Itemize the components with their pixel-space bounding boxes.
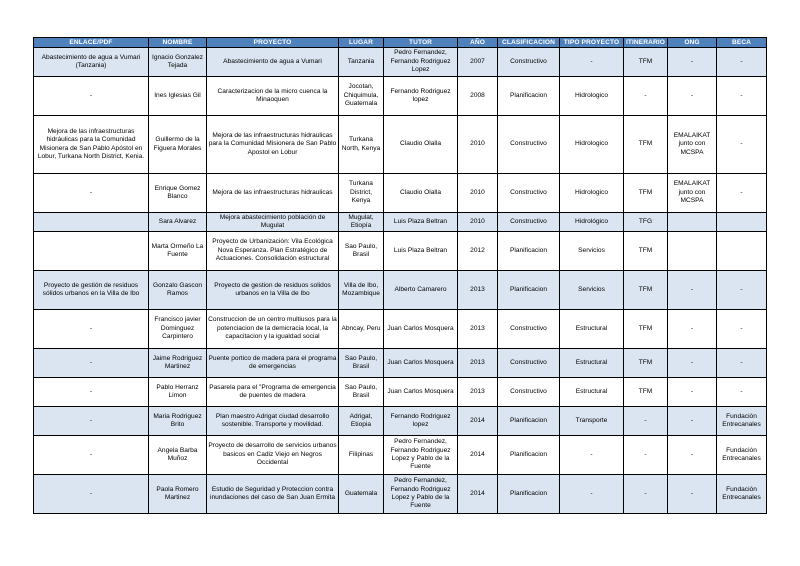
cell-clasificacion: Constructivo [498, 213, 560, 232]
cell-enlace[interactable]: Proyecto de gestión de residuos sólidos urbanos en la Villa de Ibo [34, 271, 149, 310]
cell-itinerario: TFM [624, 310, 668, 349]
cell-nombre: Jaime Rodriguez Martinez [149, 349, 207, 378]
cell-ong: EMALAIKAT junto con MCSPA [668, 116, 717, 174]
cell-ong: - [668, 349, 717, 378]
cell-tipo-proyecto: Hidrologico [560, 116, 624, 174]
table-row [34, 407, 767, 436]
cell-ano: 2012 [458, 232, 498, 271]
cell-enlace: - [34, 378, 149, 407]
cell-clasificacion: Constructivo [498, 116, 560, 174]
cell-ong: - [668, 271, 717, 310]
cell-lugar: Sao Paulo, Brasil [339, 349, 384, 378]
table-row [34, 174, 767, 213]
cell-enlace: - [34, 310, 149, 349]
header-enlace[interactable]: ENLACE/PDF [34, 38, 149, 48]
cell-ano: 2013 [458, 271, 498, 310]
cell-clasificacion: Planificacion [498, 232, 560, 271]
cell-tipo-proyecto: Transporte [560, 407, 624, 436]
cell-lugar: Turkana North, Kenya [339, 116, 384, 174]
cell-ano: 2008 [458, 77, 498, 116]
cell-tutor: Luis Plaza Beltran [384, 232, 458, 271]
cell-tipo-proyecto: Servicios [560, 271, 624, 310]
cell-clasificacion: Constructivo [498, 310, 560, 349]
cell-beca: Fundación Entrecanales [717, 475, 767, 514]
cell-tipo-proyecto: Hidrológico [560, 213, 624, 232]
cell-tipo-proyecto: - [560, 436, 624, 475]
cell-lugar: Sao Paulo, Brasil [339, 378, 384, 407]
cell-lugar: Jocotan, Chiquimula, Guatemala [339, 77, 384, 116]
cell-tutor: Claudio Olalla [384, 174, 458, 213]
cell-itinerario: TFM [624, 116, 668, 174]
cell-lugar: Villa de Ibo, Mozambique [339, 271, 384, 310]
cell-ano: 2014 [458, 475, 498, 514]
cell-clasificacion: Planificacion [498, 436, 560, 475]
cell-ano: 2014 [458, 407, 498, 436]
cell-proyecto: Caracterizacion de la micro cuenca la Minaoquen [207, 77, 339, 116]
projects-table [33, 37, 767, 514]
cell-ong: - [668, 436, 717, 475]
cell-itinerario: TFM [624, 349, 668, 378]
cell-lugar: Sao Paulo, Brasil [339, 232, 384, 271]
cell-beca: - [717, 378, 767, 407]
cell-beca: - [717, 77, 767, 116]
cell-itinerario: TFM [624, 378, 668, 407]
cell-ano: 2014 [458, 436, 498, 475]
header-ong[interactable]: ONG [668, 38, 717, 48]
cell-itinerario: TFG [624, 213, 668, 232]
cell-ong [668, 232, 717, 271]
cell-tipo-proyecto: - [560, 48, 624, 77]
cell-beca: Fundación Entrecanales [717, 407, 767, 436]
header-itinerario[interactable]: ITINERARIO [624, 38, 668, 48]
cell-nombre: Gonzalo Gascon Ramos [149, 271, 207, 310]
cell-proyecto: Mejora de las infraestructuras hidraulicas [207, 174, 339, 213]
cell-ano: 2010 [458, 213, 498, 232]
cell-ong: - [668, 475, 717, 514]
cell-ong: - [668, 407, 717, 436]
cell-nombre: Francisco javier Dominguez Carpintero [149, 310, 207, 349]
cell-ong: - [668, 48, 717, 77]
cell-tipo-proyecto: - [560, 475, 624, 514]
cell-tutor: Pedro Fernandez, Fernando Rodriguez Lopez y Pablo de la Fuente [384, 475, 458, 514]
cell-tutor: Pedro Fernandez, Fernando Rodriguez Lopez [384, 48, 458, 77]
cell-proyecto: Pasarela para el "Programa de emergencia de puentes de madera [207, 378, 339, 407]
cell-itinerario: TFM [624, 48, 668, 77]
cell-proyecto: Mejora de las infraestructuras hidraulicas para la Comunidad Misionera de San Pablo Apostol en Lobur [207, 116, 339, 174]
cell-nombre: Angela Barba Muñoz [149, 436, 207, 475]
header-lugar[interactable]: LUGAR [339, 38, 384, 48]
cell-beca: - [717, 174, 767, 213]
cell-tutor: Claudio Olalla [384, 116, 458, 174]
cell-ano: 2013 [458, 310, 498, 349]
cell-nombre: Ines Iglesias Gil [149, 77, 207, 116]
cell-proyecto: Plan maestro Adrigat ciudad desarrollo sostenible. Transporte y movilidad. [207, 407, 339, 436]
cell-clasificacion: Planificacion [498, 77, 560, 116]
table-row [34, 116, 767, 174]
cell-lugar: Mugulat, Etiopía [339, 213, 384, 232]
cell-beca: - [717, 271, 767, 310]
cell-itinerario: - [624, 407, 668, 436]
cell-beca [717, 232, 767, 271]
header-nombre[interactable]: NOMBRE [149, 38, 207, 48]
cell-beca: Fundación Entrecanales [717, 436, 767, 475]
header-clasificacion[interactable]: CLASIFICACION [498, 38, 560, 48]
cell-enlace: - [34, 349, 149, 378]
cell-proyecto: Construccion de un centro multiusos para la potenciacion de la demicracia local, la capacitacion y la igualdad social [207, 310, 339, 349]
cell-nombre: Pablo Herranz Limon [149, 378, 207, 407]
table-row [34, 271, 767, 310]
cell-enlace: - [34, 436, 149, 475]
cell-lugar: Abncay, Peru [339, 310, 384, 349]
cell-enlace [34, 232, 149, 271]
cell-tipo-proyecto: Estructural [560, 310, 624, 349]
table-row [34, 310, 767, 349]
cell-beca: - [717, 48, 767, 77]
cell-beca [717, 213, 767, 232]
table-row [34, 475, 767, 514]
cell-clasificacion: Constructivo [498, 349, 560, 378]
cell-nombre: Paola Romero Martinez [149, 475, 207, 514]
cell-nombre: Enrique Gomez Blanco [149, 174, 207, 213]
cell-ano: 2010 [458, 174, 498, 213]
cell-nombre: Guillermo de la Figuera Morales [149, 116, 207, 174]
cell-enlace [34, 213, 149, 232]
cell-clasificacion: Planificacion [498, 475, 560, 514]
cell-clasificacion: Constructivo [498, 174, 560, 213]
cell-lugar: Adrigat, Etiopia [339, 407, 384, 436]
cell-proyecto: Abastecimiento de agua a Vumari [207, 48, 339, 77]
cell-itinerario: - [624, 77, 668, 116]
cell-nombre: Ignacio Gonzalez Tejada [149, 48, 207, 77]
cell-nombre: Marta Ormeño La Fuente [149, 232, 207, 271]
table-row [34, 436, 767, 475]
header-proyecto[interactable]: PROYECTO [207, 38, 339, 48]
cell-tutor: Alberto Camarero [384, 271, 458, 310]
cell-enlace[interactable]: Mejora de las infraestructuras hidráulicas para la Comunidad Misionera de San Pablo Apóstol en Lobur, Turkana North District, Kenia. [34, 116, 149, 174]
cell-itinerario: TFM [624, 174, 668, 213]
cell-tutor: Juan Carlos Mosquera [384, 349, 458, 378]
header-ano[interactable]: AÑO [458, 38, 498, 48]
cell-enlace: - [34, 407, 149, 436]
cell-clasificacion: Constructivo [498, 378, 560, 407]
cell-ong: - [668, 378, 717, 407]
cell-ong: EMALAIKAT junto con MCSPA [668, 174, 717, 213]
cell-proyecto: Proyecto de Urbanización: Vila Ecológica Nova Esperanza. Plan Estratégico de Actuaciones. Consolidación estructural [207, 232, 339, 271]
cell-tutor: Fernando Rodriguez lopez [384, 407, 458, 436]
table-row [34, 48, 767, 77]
cell-enlace: - [34, 174, 149, 213]
cell-nombre: Maria Rodriguez Brito [149, 407, 207, 436]
cell-tipo-proyecto: Hidrologico [560, 77, 624, 116]
cell-itinerario: - [624, 475, 668, 514]
table-row [34, 213, 767, 232]
cell-lugar: Turkana District, Kenya [339, 174, 384, 213]
cell-tutor: Luis Plaza Beltran [384, 213, 458, 232]
table-row [34, 232, 767, 271]
cell-tipo-proyecto: Servicios [560, 232, 624, 271]
cell-itinerario: - [624, 436, 668, 475]
cell-lugar: Filipinas [339, 436, 384, 475]
cell-clasificacion: Planificacion [498, 271, 560, 310]
cell-proyecto: Proyecto de desarrollo de servicios urbanos basicos en Cadiz Viejo en Negros Occidental [207, 436, 339, 475]
cell-ano: 2013 [458, 378, 498, 407]
cell-proyecto: Mejora abastecimiento población de Mugulat [207, 213, 339, 232]
table-body [34, 48, 767, 514]
cell-tutor: Pedro Fernandez, Fernando Rodriguez Lopez y Pablo de la Fuente [384, 436, 458, 475]
cell-tipo-proyecto: Estructural [560, 349, 624, 378]
cell-clasificacion: Planificacion [498, 407, 560, 436]
cell-tutor: Juan Carlos Mosquera [384, 310, 458, 349]
header-row [34, 38, 767, 48]
cell-beca: - [717, 349, 767, 378]
cell-ong: - [668, 77, 717, 116]
header-tipo-proyecto[interactable]: TIPO PROYECTO [560, 38, 624, 48]
cell-tipo-proyecto: Estructural [560, 378, 624, 407]
cell-ong [668, 213, 717, 232]
cell-tipo-proyecto: Hidrologico [560, 174, 624, 213]
header-beca[interactable]: BECA [717, 38, 767, 48]
table-row [34, 349, 767, 378]
cell-ano: 2007 [458, 48, 498, 77]
cell-proyecto: Proyecto de gestion de residuos solidos urbanos en la Villa de Ibo [207, 271, 339, 310]
cell-clasificacion: Constructivo [498, 48, 560, 77]
cell-beca: - [717, 310, 767, 349]
cell-lugar: Guatemala [339, 475, 384, 514]
cell-tutor: Juan Carlos Mosquera [384, 378, 458, 407]
cell-ong: - [668, 310, 717, 349]
cell-itinerario: TFM [624, 271, 668, 310]
cell-proyecto: Estudio de Seguridad y Proteccion contra inundaciones del caso de San Juan Ermita [207, 475, 339, 514]
cell-tutor: Fernando Rodriguez lopez [384, 77, 458, 116]
cell-lugar: Tanzania [339, 48, 384, 77]
cell-enlace[interactable]: Abastecimiento de agua a Vumari (Tanzania) [34, 48, 149, 77]
cell-ano: 2010 [458, 116, 498, 174]
cell-nombre: Sara Alvarez [149, 213, 207, 232]
table-row [34, 378, 767, 407]
cell-ano: 2013 [458, 349, 498, 378]
cell-enlace: - [34, 77, 149, 116]
cell-enlace: - [34, 475, 149, 514]
cell-proyecto: Puente portico de madera para el programa de emergencias [207, 349, 339, 378]
header-tutor[interactable]: TUTOR [384, 38, 458, 48]
cell-itinerario: TFM [624, 232, 668, 271]
table-row [34, 77, 767, 116]
cell-beca: - [717, 116, 767, 174]
